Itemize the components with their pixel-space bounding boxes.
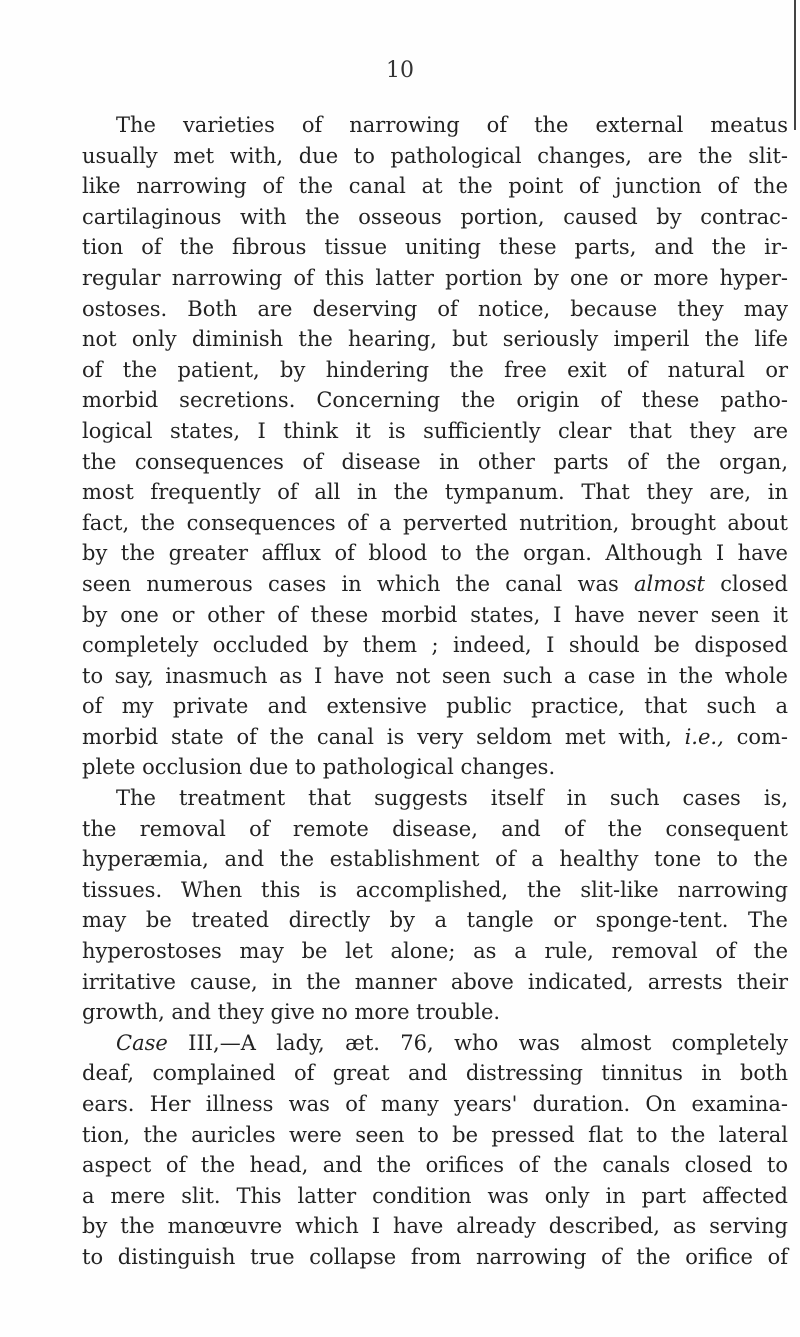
page-number: 10 [386, 58, 414, 83]
text-line: hyperostoses may be let alone; as a rule, removal of the [82, 939, 788, 964]
text-line: like narrowing of the canal at the point of junction of the [82, 174, 788, 199]
body-text [82, 110, 788, 1273]
text-segment: morbid state of the canal is very seldom met with, [82, 724, 685, 749]
text-line: deaf, complained of great and distressing tinnitus in both [82, 1061, 788, 1086]
text-line: The treatment that suggests itself in such cases is, [116, 786, 788, 811]
text-line: plete occlusion due to pathological changes. [82, 755, 556, 780]
text-line: ears. Her illness was of many years' duration. On examina- [82, 1092, 788, 1116]
text-line: completely occluded by them ; indeed, I should be disposed [82, 633, 788, 658]
text-line: fact, the consequences of a perverted nutrition, brought about [82, 510, 788, 535]
text-line: regular narrowing of this latter portion by one or more hyper- [82, 265, 788, 290]
text-line: tissues. When this is accomplished, the slit-like narrowing [82, 877, 788, 902]
text-line: by the manœuvre which I have already described, as serving [82, 1214, 788, 1239]
text-line: to distinguish true collapse from narrowing of the orifice of [82, 1244, 788, 1269]
text-line: not only diminish the hearing, but seriously imperil the life [82, 327, 788, 352]
text-line: hyperæmia, and the establishment of a healthy tone to the [82, 847, 788, 872]
text-line: aspect of the head, and the orifices of the canals closed to [82, 1153, 788, 1178]
text-line: by the greater afflux of blood to the organ. Although I have [82, 541, 788, 566]
text-segment: com- [723, 724, 789, 749]
text-segment: seen numerous cases in which the canal was [82, 571, 634, 596]
text-line [82, 722, 788, 753]
text-line: tion, the auricles were seen to be pressed flat to the lateral [82, 1122, 788, 1147]
text-line: tion of the fibrous tissue uniting these parts, and the ir- [82, 235, 788, 260]
text-line: growth, and they give no more trouble. [82, 1000, 501, 1025]
text-line: ostoses. Both are deserving of notice, because they may [82, 296, 788, 321]
text-line: The varieties of narrowing of the external meatus [116, 113, 788, 137]
text-line: cartilaginous with the osseous portion, caused by contrac- [82, 204, 788, 229]
text-line: of the patient, by hindering the free exit of natural or [82, 357, 788, 382]
text-line [82, 1028, 788, 1059]
text-line: irritative cause, in the manner above indicated, arrests their [82, 969, 788, 994]
text-line: of my private and extensive public practice, that such a [82, 694, 788, 719]
text-line: the removal of remote disease, and of the consequent [82, 816, 788, 841]
text-line: logical states, I think it is sufficiently clear that they are [82, 418, 788, 443]
text-line: to say, inasmuch as I have not seen such a case in the whole [82, 663, 788, 688]
text-line: may be treated directly by a tangle or sponge-tent. The [82, 908, 788, 933]
text-line [82, 569, 788, 600]
italic-text: Case [116, 1030, 168, 1055]
text-segment: closed [705, 571, 788, 596]
italic-text: almost [633, 571, 705, 596]
italic-text: i.e., [684, 724, 724, 749]
text-line: morbid secretions. Concerning the origin of these patho- [82, 388, 788, 413]
text-segment: III,—A lady, æt. 76, who was almost completely [167, 1030, 788, 1055]
text-line: usually met with, due to pathological changes, are the slit- [82, 143, 788, 168]
text-line: most frequently of all in the tympanum. That they are, in [82, 480, 788, 505]
text-line: by one or other of these morbid states, I have never seen it [82, 602, 788, 627]
text-line: the consequences of disease in other parts of the organ, [82, 449, 788, 474]
text-line: a mere slit. This latter condition was only in part affected [82, 1183, 788, 1208]
